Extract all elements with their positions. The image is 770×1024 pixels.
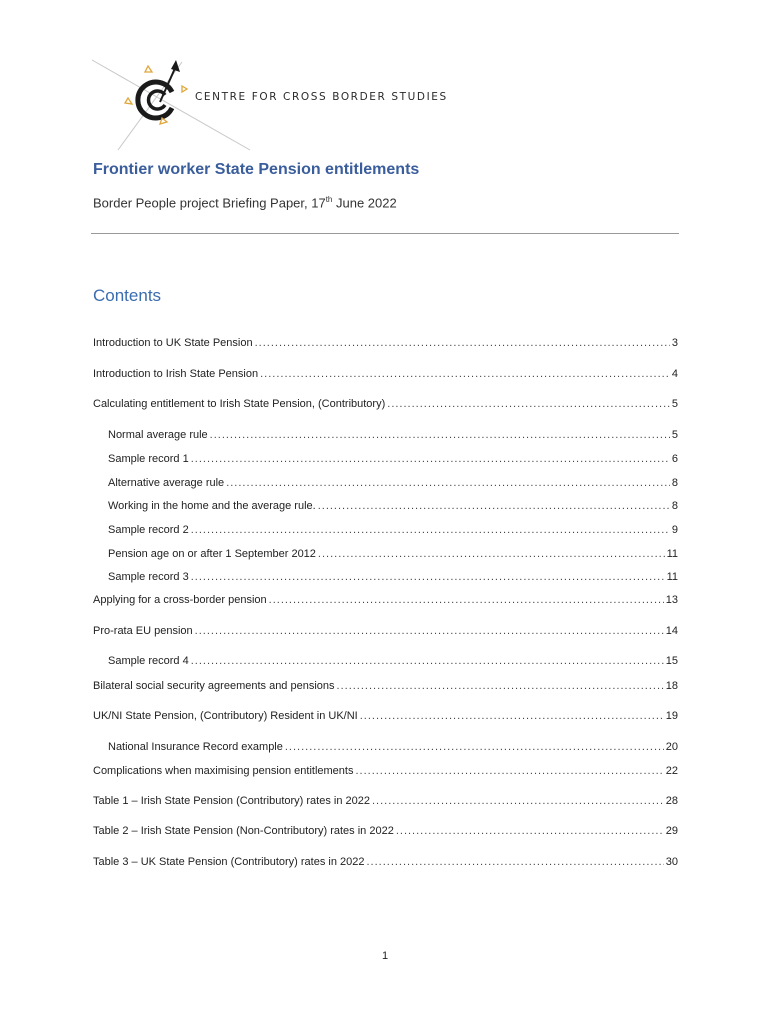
toc-entry-label: Sample record 2 (108, 524, 189, 536)
toc-entry[interactable] (93, 765, 678, 781)
toc-leader-dots (191, 453, 670, 465)
toc-leader-dots (191, 571, 665, 583)
toc-entry-label: Bilateral social security agreements and pensions (93, 680, 335, 692)
toc-leader-dots (396, 825, 664, 837)
toc-entry[interactable] (108, 571, 678, 587)
toc-leader-dots (210, 429, 670, 441)
toc-leader-dots (366, 856, 663, 868)
toc-entry[interactable] (93, 795, 678, 811)
toc-entry[interactable] (93, 368, 678, 384)
subtitle-date-tail: June 2022 (332, 195, 397, 211)
toc-entry-label: Sample record 4 (108, 655, 189, 667)
toc-entry-label: Applying for a cross-border pension (93, 594, 267, 606)
toc-entry-page: 5 (671, 398, 678, 410)
toc-leader-dots (255, 337, 670, 349)
toc-entry[interactable] (93, 398, 678, 414)
toc-entry-page: 8 (671, 477, 678, 489)
toc-leader-dots (355, 765, 663, 777)
toc-leader-dots (318, 548, 665, 560)
page-number: 1 (381, 950, 389, 962)
toc-entry[interactable] (93, 625, 678, 641)
toc-entry-label: Pro-rata EU pension (93, 625, 193, 637)
toc-entry-page: 20 (665, 741, 678, 753)
toc-entry-page: 28 (665, 795, 678, 807)
cross-border-logo-icon (90, 56, 290, 156)
toc-entry-label: Complications when maximising pension entitlements (93, 765, 354, 777)
toc-entry[interactable] (108, 477, 678, 493)
toc-entry-label: National Insurance Record example (108, 741, 283, 753)
toc-entry[interactable] (108, 655, 678, 671)
toc-entry[interactable] (93, 680, 678, 696)
toc-entry-page: 6 (671, 453, 678, 465)
toc-entry-label: Table 1 – Irish State Pension (Contributory) rates in 2022 (93, 795, 370, 807)
toc-entry[interactable] (93, 710, 678, 726)
header-divider (91, 233, 679, 234)
toc-entry[interactable] (93, 825, 678, 841)
toc-entry-page: 18 (665, 680, 678, 692)
contents-heading: Contents (93, 286, 162, 305)
toc-entry-label: Table 3 – UK State Pension (Contributory) rates in 2022 (93, 856, 365, 868)
logo (90, 56, 460, 156)
subtitle-text: Border People project Briefing Paper, 17 (93, 195, 326, 211)
toc-entry-page: 11 (666, 548, 678, 560)
toc-entry[interactable] (93, 337, 678, 353)
toc-entry-label: Sample record 3 (108, 571, 189, 583)
toc-entry-page: 30 (665, 856, 678, 868)
toc-entry-label: UK/NI State Pension, (Contributory) Resident in UK/NI (93, 710, 358, 722)
toc-entry-page: 14 (665, 625, 678, 637)
toc-entry[interactable] (108, 453, 678, 469)
toc-leader-dots (260, 368, 670, 380)
toc-entry-page: 19 (665, 710, 678, 722)
toc-leader-dots (337, 680, 664, 692)
toc-entry-label: Calculating entitlement to Irish State Pension, (Contributory) (93, 398, 386, 410)
toc-entry-label: Introduction to UK State Pension (93, 337, 253, 349)
toc-entry-page: 15 (665, 655, 678, 667)
toc-leader-dots (372, 795, 664, 807)
toc-entry-page: 29 (665, 825, 678, 837)
toc-entry-label: Table 2 – Irish State Pension (Non-Contributory) rates in 2022 (93, 825, 394, 837)
toc-entry-page: 4 (671, 368, 678, 380)
logo-text: CENTRE FOR CROSS BORDER STUDIES (195, 91, 448, 103)
toc-entry[interactable] (93, 594, 678, 610)
toc-entry[interactable] (108, 524, 678, 540)
toc-entry-page: 9 (671, 524, 678, 536)
toc-leader-dots (195, 625, 664, 637)
toc-entry[interactable] (108, 548, 678, 564)
toc-entry[interactable] (93, 856, 678, 872)
toc-entry[interactable] (108, 429, 678, 445)
toc-entry-label: Pension age on or after 1 September 2012 (108, 548, 316, 560)
document-subtitle (93, 195, 397, 210)
toc-entry-label: Introduction to Irish State Pension (93, 368, 259, 380)
toc-entry-page: 3 (671, 337, 678, 349)
toc-leader-dots (387, 398, 670, 410)
toc-leader-dots (285, 741, 664, 753)
toc-entry[interactable] (108, 741, 678, 757)
subtitle-superscript: th (325, 195, 333, 204)
toc-entry[interactable] (108, 500, 678, 516)
toc-entry-page: 22 (665, 765, 678, 777)
toc-leader-dots (269, 594, 664, 606)
toc-leader-dots (318, 500, 670, 512)
toc-entry-label: Sample record 1 (108, 453, 189, 465)
toc-leader-dots (226, 477, 670, 489)
toc-leader-dots (191, 524, 670, 536)
toc-entry-page: 13 (665, 594, 678, 606)
toc-entry-label: Normal average rule (108, 429, 208, 441)
toc-entry-page: 5 (671, 429, 678, 441)
toc-entry-page: 8 (671, 500, 678, 512)
toc-entry-page: 11 (666, 571, 678, 583)
document-title: Frontier worker State Pension entitlements (93, 161, 420, 178)
toc-entry-label: Alternative average rule (108, 477, 225, 489)
toc-entry-label: Working in the home and the average rule. (108, 500, 316, 512)
toc-leader-dots (191, 655, 664, 667)
toc-leader-dots (360, 710, 664, 722)
